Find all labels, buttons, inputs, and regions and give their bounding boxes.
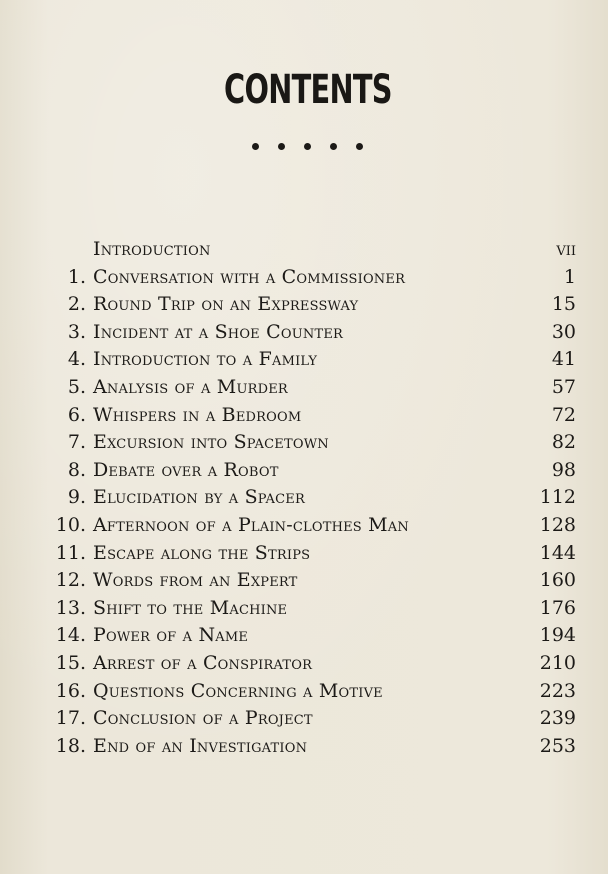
toc-title: Excursion into Spacetown	[93, 431, 329, 454]
toc-title: End of an Investigation	[93, 734, 308, 757]
toc-number: 9.	[67, 486, 86, 509]
toc-title: Incident at a Shoe Counter	[93, 320, 343, 343]
toc-page: 194	[539, 624, 576, 647]
toc-page: 30	[551, 320, 576, 343]
toc-title: Elucidation by a Spacer	[93, 486, 305, 509]
toc-entry	[0, 291, 608, 319]
toc-number: 4.	[67, 348, 86, 371]
toc-entry	[0, 650, 608, 678]
ornament-dot	[330, 143, 337, 150]
toc-number: 3.	[67, 320, 86, 343]
toc-page: 128	[539, 513, 576, 536]
table-of-contents	[0, 236, 608, 760]
toc-entry	[0, 374, 608, 402]
toc-number: 18.	[55, 734, 86, 757]
toc-page: 72	[551, 403, 576, 426]
toc-entry	[0, 484, 608, 512]
toc-number: 16.	[55, 679, 86, 702]
toc-entry	[0, 595, 608, 623]
toc-page: 160	[539, 569, 576, 592]
ornament-dot	[252, 143, 259, 150]
toc-title: Round Trip on an Expressway	[93, 293, 359, 316]
toc-page: 253	[539, 734, 576, 757]
toc-title: Analysis of a Murder	[93, 375, 288, 398]
toc-number: 15.	[55, 651, 86, 674]
toc-title: Shift to the Machine	[93, 596, 288, 619]
toc-number: 6.	[67, 403, 86, 426]
toc-title: Introduction	[93, 238, 211, 260]
toc-number: 11.	[55, 541, 86, 564]
toc-title: Introduction to a Family	[93, 348, 318, 371]
toc-entry	[0, 429, 608, 457]
toc-number: 12.	[55, 569, 86, 592]
toc-page: 41	[551, 348, 576, 371]
toc-number: 13.	[55, 596, 86, 619]
toc-entry	[0, 264, 608, 292]
toc-number: 8.	[67, 458, 86, 481]
page-title: CONTENTS	[224, 67, 392, 113]
toc-entry	[0, 678, 608, 706]
toc-title: Conversation with a Commissioner	[93, 265, 406, 288]
toc-entry	[0, 733, 608, 761]
toc-page: 57	[551, 375, 576, 398]
toc-number: 1.	[67, 265, 86, 288]
toc-entry	[0, 346, 608, 374]
toc-page: 210	[539, 651, 576, 674]
toc-page: 144	[539, 541, 576, 564]
toc-page: 239	[539, 707, 576, 730]
toc-page: 223	[539, 679, 576, 702]
toc-page: vii	[556, 238, 576, 260]
toc-entry	[0, 457, 608, 485]
toc-title: Afternoon of a Plain-clothes Man	[93, 513, 409, 536]
toc-entry	[0, 567, 608, 595]
toc-title: Words from an Expert	[93, 569, 298, 592]
toc-title: Whispers in a Bedroom	[93, 403, 302, 426]
toc-title: Conclusion of a Project	[93, 707, 313, 730]
toc-page: 82	[551, 431, 576, 454]
ornament-dot	[278, 143, 285, 150]
toc-number: 5.	[67, 375, 86, 398]
toc-title: Arrest of a Conspirator	[93, 651, 313, 674]
toc-entry	[0, 512, 608, 540]
toc-number: 14.	[55, 624, 86, 647]
toc-entry	[0, 319, 608, 347]
toc-title: Debate over a Robot	[93, 458, 279, 481]
toc-number: 7.	[67, 431, 86, 454]
toc-title: Questions Concerning a Motive	[93, 679, 383, 702]
toc-number: 17.	[55, 707, 86, 730]
toc-entry	[0, 402, 608, 430]
toc-entry	[0, 705, 608, 733]
toc-page: 112	[539, 486, 576, 509]
toc-page: 15	[551, 293, 576, 316]
toc-page: 1	[563, 265, 576, 288]
toc-entry-introduction	[0, 236, 608, 264]
ornament-dot	[304, 143, 311, 150]
ornament-dots	[0, 143, 608, 150]
toc-title: Escape along the Strips	[93, 541, 311, 564]
ornament-dot	[356, 143, 363, 150]
toc-number: 10.	[55, 513, 86, 536]
toc-page: 98	[551, 458, 576, 481]
toc-title: Power of a Name	[93, 624, 249, 647]
toc-entry	[0, 540, 608, 568]
toc-entry	[0, 622, 608, 650]
toc-number: 2.	[67, 293, 86, 316]
toc-page: 176	[539, 596, 576, 619]
